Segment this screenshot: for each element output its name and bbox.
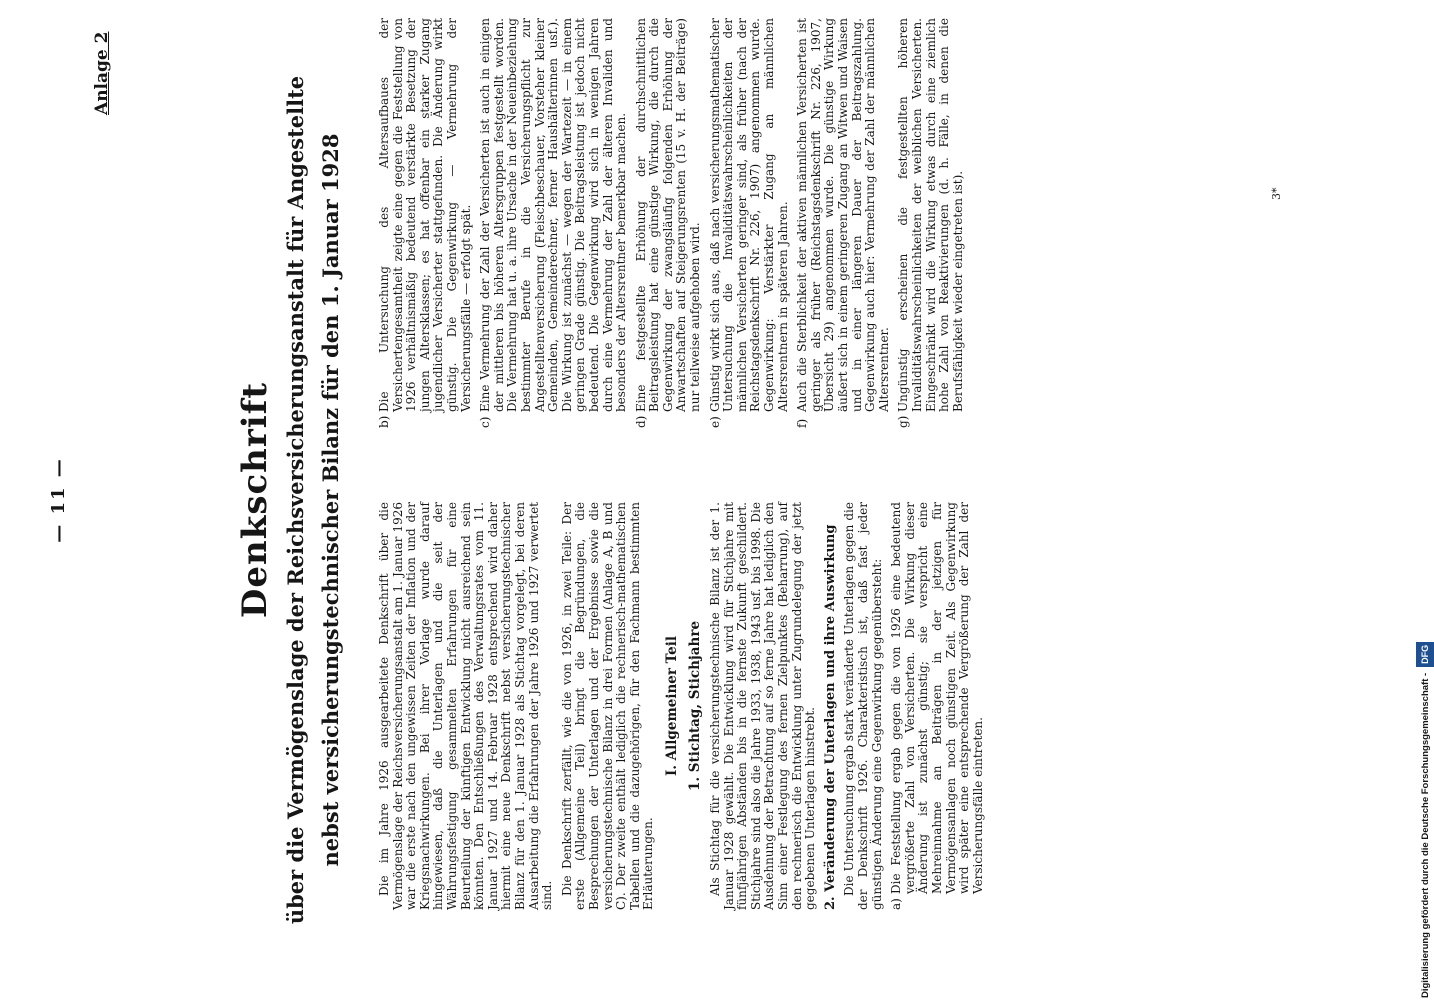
right-text-column bbox=[378, 18, 971, 428]
list-item-text: Eine Vermehrung der Zahl der Versicherten ist auch in einigen der mittleren bis höheren Altersgruppen festgestellt worden. Die Vermehrung hat u. a. ihre Ursache in der Neueinbeziehung bestimmter Berufe in die Versicherungspflicht zur Angestelltenversicherung (Fleischbeschauer, Vorsteher kleiner Gemeinden, Gemeinderechner, ferner Haushälterinnen usf.). Die Wirkung ist zunächst — wegen der Wartezeit — in einem geringen Grade günstig. Die Beitragsleistung ist jedoch nicht bedeutend. Die Gegenwirkung wird sich in wenigen Jahren durch eine Vermehrung der Zahl der älteren Invaliden und besonders der Altersrentner bemerkbar machen. bbox=[478, 18, 629, 412]
dfg-logo: DFG bbox=[1416, 642, 1434, 667]
list-marker: a) bbox=[889, 898, 904, 910]
list-item-text: Ungünstig erscheinen die festgestellten höheren Invaliditätswahrscheinlichkeiten der weiblichen Versicherten. Eingeschränkt wird die Wirkung etwas durch eine ziemlich hohe Zahl von Reaktivierungen (d. h. Fälle, in denen die Berufsfähigkeit wieder eingetreten ist). bbox=[896, 18, 965, 412]
digitization-credit bbox=[1416, 8, 1434, 998]
list-item-text: Die Feststellung ergab gegen die von 1926 eine bedeutend vergrößerte Zahl von Versicherten. Die Wirkung dieser Änderung ist zunächst günstig; sie verspricht eine Mehreinnahme an Beiträgen in der jetzigen für Vermögensanlagen noch günstigen Zeit. Als Gegenwirkung wird später eine entsprechende Vergrößerung der Zahl der Versicherungsfälle eintreten. bbox=[889, 502, 985, 894]
left-text-column bbox=[378, 502, 991, 910]
list-item-c bbox=[479, 18, 629, 428]
list-marker: c) bbox=[478, 416, 493, 428]
list-marker: f) bbox=[795, 418, 810, 428]
sheet-signature: 3* bbox=[1270, 187, 1283, 200]
list-item-g bbox=[897, 18, 965, 428]
list-item-text: Die Untersuchung des Altersaufbaues der Versichertengesamtheit zeigte eine gegen die Feststellung von 1926 verhältnismäßig bedeutend verstärkte Besetzung der jungen Altersklassen; es hat offenbar ein starker Zugang jugendlicher Versicherter stattgefunden. Die Änderung wirkt günstig. Die Gegenwirkung — Vermehrung der Versicherungsfälle — erfolgt spät. bbox=[377, 18, 473, 412]
list-marker: g) bbox=[896, 415, 911, 428]
page-number: — 11 — bbox=[48, 457, 69, 543]
annex-label: Anlage 2 bbox=[92, 31, 112, 115]
digitization-sidebar bbox=[1416, 8, 1434, 998]
intro-paragraph: Die im Jahre 1926 ausgearbeitete Denkschrift über die Vermögenslage der Reichsversicherungsanstalt am 1. Januar 1926 war die erste nach den ungewissen Zeiten der Inflation und der Kriegsnachwirkungen. Bei ihrer Vorlage wurde darauf hingewiesen, daß die Unterlagen und die seit der Währungsfestigung gesammelten Erfahrungen für eine Beurteilung der künftigen Entwicklung nicht ausreichend sein könnten. Den Entschließungen des Verwaltungsrates vom 11. Januar 1927 und 14. Februar 1928 entsprechend wird daher hiermit eine neue Denkschrift nebst versicherungstechnischer Bilanz für den 1. Januar 1928 als Stichtag vorgelegt, bei deren Ausarbeitung die Erfahrungen der Jahre 1926 und 1927 verwertet sind. bbox=[377, 502, 555, 910]
list-item-b bbox=[378, 18, 473, 428]
list-item-d bbox=[635, 18, 703, 428]
list-item-text: Eine festgestellte Erhöhung der durchschnittlichen Beitragsleistung hat eine günstige Wirkung, die durch die Gegenwirkung der zwangsläufig folgenden Erhöhung der Anwartschaften auf Steigerungsrenten (15 v. H. der Beiträge) nur teilweise aufgehoben wird. bbox=[633, 18, 703, 412]
list-marker: b) bbox=[377, 415, 391, 428]
list-item-e bbox=[709, 18, 791, 428]
list-item-text: Auch die Sterblichkeit der aktiven männlichen Versicherten ist geringer als früher (Reichstagsdenkschrift Nr. 226, 1907, Übersicht 29) angenommen wurde. Die günstige Wirkung äußert sich in einem geringeren Zugang an Witwen und Waisen und in einer längeren Dauer der Beitragszahlung. Gegenwirkung auch hier: Vermehrung der Zahl der männlichen Altersrentner. bbox=[795, 18, 891, 412]
part-heading: I. Allgemeiner Teil bbox=[663, 635, 680, 777]
credit-text: Digitalisierung gefördert durch die Deutsche Forschungsgemeinschaft - bbox=[1420, 672, 1431, 998]
list-marker: d) bbox=[633, 415, 648, 428]
document-subtitle-line-1: über die Vermögenslage der Reichsversicherungsanstalt für Angestellte bbox=[283, 75, 308, 925]
document-subtitle-line-2: nebst versicherungstechnischer Bilanz für den 1. Januar 1928 bbox=[318, 133, 343, 867]
section-1-paragraph: Als Stichtag für die versicherungstechnische Bilanz ist der 1. Januar 1928 gewählt. Die Entwicklung wird für Stichjahre mit fünfjährigen Abständen bis in die fernste Zukunft geschildert. Stichjahre sind also die Jahre 1933, 1938, 1943 usf. bis 1998. Die Ausdehnung der Betrachtung auf so ferne Jahre hat lediglich den Sinn einer Festlegung des fernen Zielpunktes (Beharrung), auf den rechnerisch die Entwicklung unter Zugrundelegung der jetzt gegebenen Unterlagen hinstrebt. bbox=[708, 502, 818, 910]
section-1-heading: 1. Stichtag, Stichjahre bbox=[687, 620, 704, 792]
list-marker: e) bbox=[707, 416, 722, 428]
structure-paragraph: Die Denkschrift zerfällt, wie die von 1926, in zwei Teile: Der erste (Allgemeine Teil) bringt die Begründungen, die Besprechungen der Unterlagen und der Ergebnisse sowie die versicherungstechnische Bilanz in drei Formen (Anlage A, B und C). Der zweite enthält lediglich die rechnerisch-mathematischen Tabellen und die dazugehörigen, für den Fachmann bestimmten Erläuterungen. bbox=[559, 502, 656, 910]
section-2-heading: 2. Veränderung der Unterlagen und ihre Auswirkung bbox=[822, 524, 838, 910]
list-item-f bbox=[796, 18, 891, 428]
section-2-paragraph: Die Untersuchung ergab stark veränderte Unterlagen gegen die der Denkschrift 1926. Charakteristisch ist, daß fast jeder günstigen Änderung eine Gegenwirkung gegenübersteht: bbox=[842, 502, 884, 910]
list-item-a bbox=[890, 502, 985, 910]
list-item-text: Günstig wirkt sich aus, daß nach versicherungsmathematischer Untersuchung die Invaliditätswahrscheinlichkeiten der männlichen Versicherten geringer sind, als früher (nach der Reichstagsdenkschrift Nr. 226, 1907) angenommen wurde. Gegenwirkung: Verstärkter Zugang an männlichen Altersrentnern in späteren Jahren. bbox=[707, 18, 790, 412]
document-title: Denkschrift bbox=[235, 381, 275, 619]
